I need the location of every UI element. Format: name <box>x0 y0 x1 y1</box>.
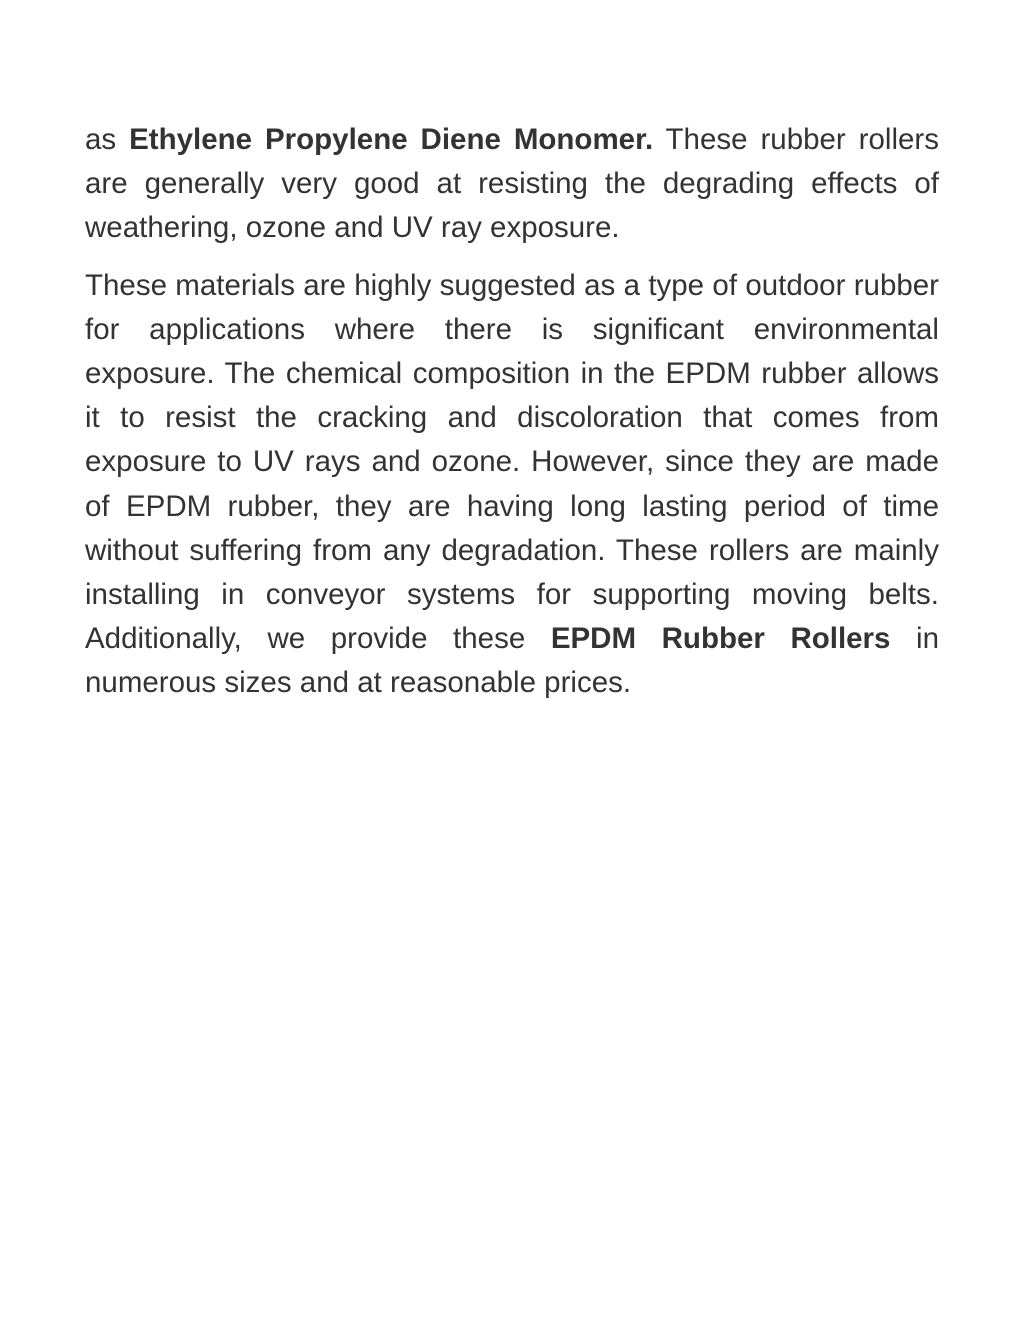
paragraph-text: These rubber rollers are generally very good at resisting the degrading effects of weathering, ozone and UV ray exposure. <box>85 123 939 245</box>
paragraph-text: These materials are highly suggested as a type of outdoor rubber for applications where there is significant environmental exposure. The chemical composition in the EPDM rubber allows it to resist the cracking and discoloration that comes from exposure to UV rays and ozone. However, since they are made of EPDM rubber, they are having long lasting period of time without suffering from any degradation. These rollers are mainly installing in conveyor systems for supporting moving belts. Additionally, we provide these <box>85 268 939 656</box>
paragraph-text: as <box>85 123 130 156</box>
bold-term-epdm-rubber-rollers: EPDM Rubber Rollers <box>550 622 891 656</box>
bold-term-ethylene-propylene-diene-monomer: Ethylene Propylene Diene Monomer. <box>129 123 654 156</box>
paragraph-text: in numerous sizes and at reasonable prices. <box>85 622 939 700</box>
document-page <box>85 118 939 706</box>
paragraph-epdm-applications <box>85 264 939 706</box>
paragraph-epdm-intro <box>85 118 939 251</box>
